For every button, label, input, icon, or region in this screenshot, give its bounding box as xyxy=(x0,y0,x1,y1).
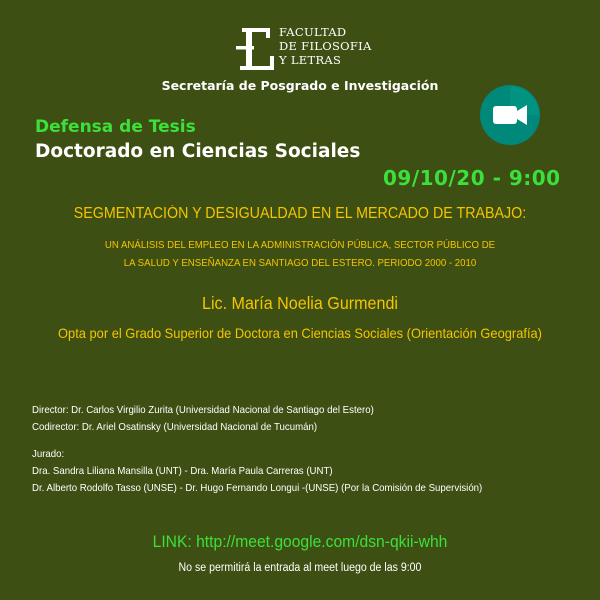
codirector: Codirector: Dr. Ariel Osatinsky (Universidad Nacional de Tucumán) xyxy=(32,421,318,433)
director: Director: Dr. Carlos Virgilio Zurita (Universidad Nacional de Santiago del Estero) xyxy=(32,404,374,416)
author-name: Lic. María Noelia Gurmendi xyxy=(202,293,398,313)
thesis-subtitle-line: LA SALUD Y ENSEÑANZA EN SANTIAGO DEL ESTERO. PERIODO 2000 - 2010 xyxy=(123,257,477,269)
jurado-label: Jurado: xyxy=(32,448,65,460)
jurado-members: Dra. Sandra Liliana Mansilla (UNT) - Dra. María Paula Carreras (UNT) xyxy=(32,465,333,477)
faculty-name xyxy=(279,25,372,67)
committee-list xyxy=(32,402,482,497)
department-name: Secretaría de Posgrado e Investigación xyxy=(161,78,439,93)
degree-description: Opta por el Grado Superior de Doctora en Ciencias Sociales (Orientación Geografía) xyxy=(58,325,542,341)
google-meet-icon xyxy=(479,84,541,146)
event-type: Defensa de Tesis xyxy=(35,117,196,137)
entry-note: No se permitirá la entrada al meet luego de las 9:00 xyxy=(178,562,422,574)
thesis-subtitle xyxy=(24,236,576,272)
program-name: Doctorado en Ciencias Sociales xyxy=(35,141,361,162)
thesis-title: SEGMENTACIÓN Y DESIGUALDAD EN EL MERCADO DE TRABAJO: xyxy=(73,205,527,222)
event-datetime: 09/10/20 - 9:00 xyxy=(383,166,561,190)
faculty-name-line: Y LETRAS xyxy=(279,53,342,67)
faculty-name-line: DE FILOSOFIA xyxy=(279,39,372,53)
faculty-name-line: FACULTAD xyxy=(279,25,347,39)
thesis-subtitle-line: UN ANÁLISIS DEL EMPLEO EN LA ADMINISTRACIÓN PÚBLICA, SECTOR PÚBLICO DE xyxy=(104,239,496,251)
meet-link[interactable]: LINK: http://meet.google.com/dsn-qkii-whh xyxy=(152,532,448,551)
ffyl-logo-icon xyxy=(232,26,276,70)
jurado-members: Dr. Alberto Rodolfo Tasso (UNSE) - Dr. Hugo Fernando Longui -(UNSE) (Por la Comisión de Supervisión) xyxy=(32,482,483,494)
